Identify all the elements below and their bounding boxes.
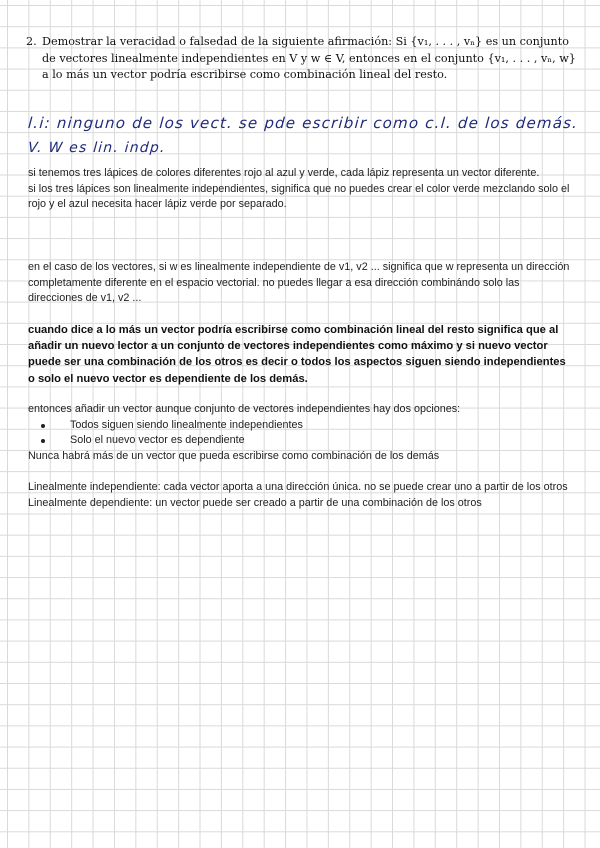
list-item-text: Solo el nuevo vector es dependiente xyxy=(70,434,245,447)
notes-block-3 xyxy=(28,322,570,387)
options-list xyxy=(28,418,570,449)
note-paragraph-8: Linealmente dependiente: un vector puede ser creado a partir de una combinación de los otros xyxy=(28,496,482,509)
problem-line-3: a lo más un vector podría escribirse como combinación lineal del resto. xyxy=(42,68,448,81)
bullet-icon xyxy=(41,439,45,443)
list-item-text: Todos siguen siendo linealmente independientes xyxy=(70,418,303,431)
handwritten-note-2: V. W es lin. indp. xyxy=(27,140,167,156)
problem-statement xyxy=(26,34,576,84)
problem-line-2: de vectores linealmente independientes en V y w ∈ V, entonces en el conjunto {v₁, . . . , vₙ, w} xyxy=(42,51,576,65)
notes-block-1 xyxy=(28,166,570,213)
note-paragraph-5: entonces añadir un vector aunque conjunto de vectores independientes hay dos opciones: xyxy=(28,403,461,415)
note-paragraph-2: si los tres lápices son linealmente independientes, significa que no puedes crear el color verde mezclando solo el rojo y el azul necesita hacer lápiz verde por separado. xyxy=(28,182,570,211)
note-paragraph-4: cuando dice a lo más un vector podría escribirse como combinación lineal del resto significa que al añadir un nuevo lector a un conjunto de vectores independientes como máximo y si nuevo vector puede ser una combinación de los otros es decir o todos los aspectos siguen siendo independientes o solo el nuevo vector es dependiente de los demás. xyxy=(28,324,566,385)
note-paragraph-6: Nunca habrá más de un vector que pueda escribirse como combinación de los demás xyxy=(28,449,440,462)
note-paragraph-7: Linealmente independiente: cada vector aporta a una dirección única. no se puede crear uno a partir de los otros xyxy=(28,481,568,493)
handwritten-note-1: l.i: ninguno de los vect. se pde escribir como c.l. de los demás. xyxy=(27,114,579,132)
notes-block-4 xyxy=(28,402,570,464)
bullet-icon xyxy=(41,424,45,428)
problem-number: 2. xyxy=(26,35,37,48)
list-item xyxy=(28,433,570,449)
notes-block-5 xyxy=(28,480,570,511)
notes-block-2 xyxy=(28,260,570,307)
problem-line-1: Demostrar la veracidad o falsedad de la siguiente afirmación: Si {v₁, . . . , vₙ} es un conjunto xyxy=(42,35,569,48)
note-paragraph-3: en el caso de los vectores, si w es linealmente independiente de v1, v2 ... significa que w representa un dirección completamente diferente en el espacio vectorial. no puedes llegar a esa dirección combinándo solo las direcciones de v1, v2 ... xyxy=(28,261,570,305)
note-paragraph-1: si tenemos tres lápices de colores diferentes rojo al azul y verde, cada lápiz representa un vector diferente. xyxy=(28,167,540,179)
list-item xyxy=(28,418,570,434)
